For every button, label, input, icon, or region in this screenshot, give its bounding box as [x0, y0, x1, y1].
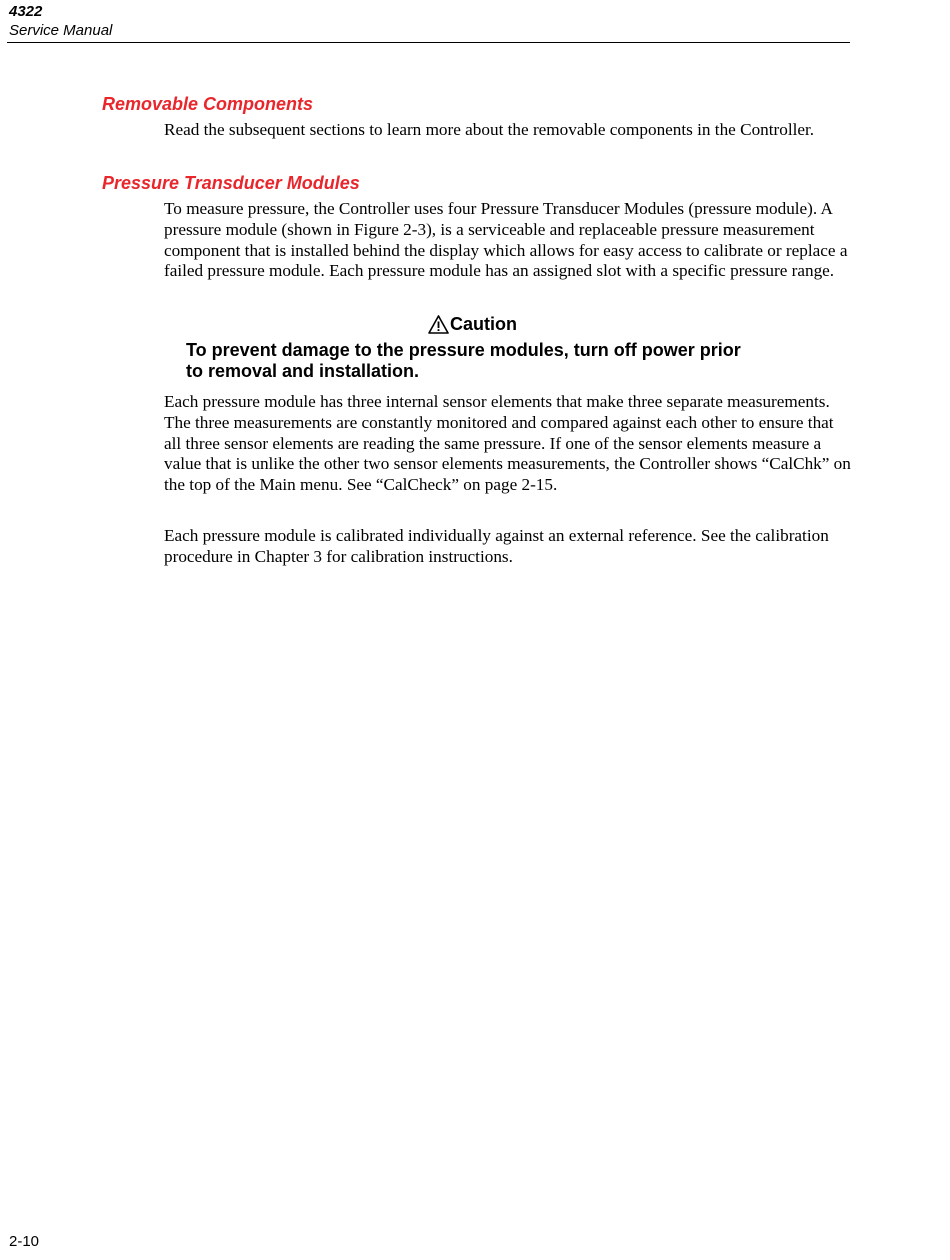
- page-number: 2-10: [9, 1233, 40, 1250]
- header-divider: [7, 42, 850, 43]
- caution-label: Caution: [450, 314, 517, 334]
- paragraph-pressure-modules-intro: To measure pressure, the Controller uses four Pressure Transducer Modules (pressure module). A pressure module (shown in Figure 2-3), is a serviceable and replaceable pressure measurement component that is installed behind the display which allows for easy access to calibrate or replace a failed pressure module. Each pressure module has an assigned slot with a specific pressure range.: [164, 199, 848, 281]
- heading-removable-components: Removable Components: [102, 94, 314, 114]
- document-model-number: 4322: [9, 3, 43, 20]
- page-header: [9, 2, 850, 41]
- warning-triangle-icon: [428, 315, 449, 334]
- heading-pressure-transducer-modules: Pressure Transducer Modules: [102, 173, 360, 193]
- paragraph-removable-components: Read the subsequent sections to learn more about the removable components in the Controller.: [164, 120, 815, 139]
- document-subtitle: Service Manual: [9, 22, 113, 39]
- caution-block-title: [428, 313, 517, 335]
- paragraph-calibration: Each pressure module is calibrated individually against an external reference. See the calibration procedure in Chapter 3 for calibration instructions.: [164, 526, 829, 566]
- paragraph-sensor-elements: Each pressure module has three internal sensor elements that make three separate measurements. The three measurements are constantly monitored and compared against each other to ensure that all three sensor elements are reading the same pressure. If one of the sensor elements measure a value that is unlike the other two sensor elements measurements, the Controller shows “CalChk” on the top of the Main menu. See “CalCheck” on page 2-15.: [164, 392, 851, 495]
- caution-text: To prevent damage to the pressure modules, turn off power prior to removal and installation.: [186, 340, 741, 381]
